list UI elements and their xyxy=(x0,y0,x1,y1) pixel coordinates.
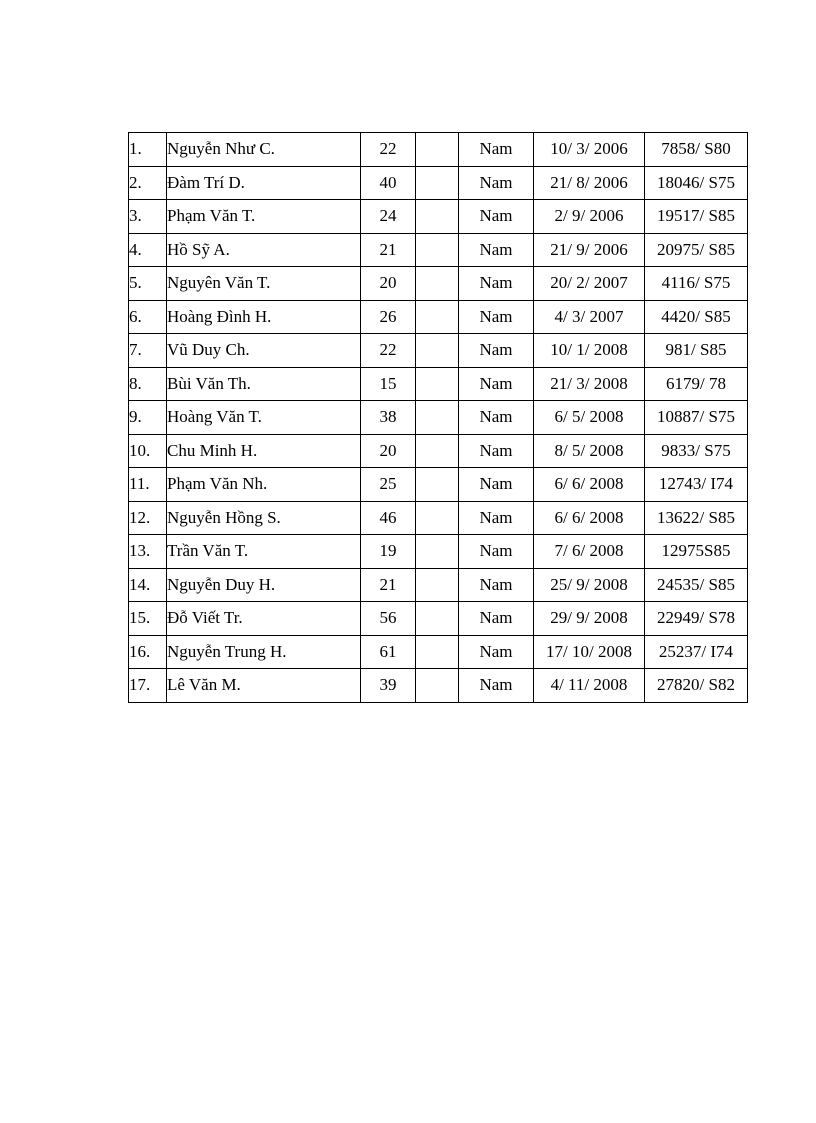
patient-name: Trần Văn T. xyxy=(167,535,361,569)
patient-sex: Nam xyxy=(459,401,534,435)
table-row xyxy=(129,535,748,569)
patient-sex: Nam xyxy=(459,267,534,301)
record-code-text: 10887/ S75 xyxy=(657,407,735,426)
patient-name: Nguyên Văn T. xyxy=(167,267,361,301)
blank-cell xyxy=(416,434,459,468)
blank-cell xyxy=(416,233,459,267)
table-row xyxy=(129,267,748,301)
patient-age: 21 xyxy=(361,568,416,602)
row-number: 3. xyxy=(129,200,167,234)
patient-sex: Nam xyxy=(459,535,534,569)
patient-sex: Nam xyxy=(459,334,534,368)
patient-name: Nguyễn Duy H. xyxy=(167,568,361,602)
blank-cell xyxy=(416,501,459,535)
patient-sex: Nam xyxy=(459,434,534,468)
patient-age: 24 xyxy=(361,200,416,234)
admission-date xyxy=(534,535,645,569)
admission-date xyxy=(534,501,645,535)
blank-cell xyxy=(416,200,459,234)
blank-cell xyxy=(416,367,459,401)
blank-cell xyxy=(416,267,459,301)
patient-age: 56 xyxy=(361,602,416,636)
patient-age: 20 xyxy=(361,434,416,468)
record-code-text: 981/ S85 xyxy=(665,340,727,359)
row-number: 11. xyxy=(129,468,167,502)
admission-date-text: 10/ 1/ 2008 xyxy=(550,340,628,359)
patient-sex: Nam xyxy=(459,635,534,669)
blank-cell xyxy=(416,166,459,200)
table-row xyxy=(129,568,748,602)
patient-name: Phạm Văn Nh. xyxy=(167,468,361,502)
record-code-text: 18046/ S75 xyxy=(657,172,735,192)
admission-date xyxy=(534,133,645,167)
patient-name: Phạm Văn T. xyxy=(167,200,361,234)
admission-date-text: 8/ 5/ 2008 xyxy=(554,440,624,460)
table-row xyxy=(129,434,748,468)
table-row xyxy=(129,669,748,703)
row-number: 15. xyxy=(129,602,167,636)
patient-age: 61 xyxy=(361,635,416,669)
patient-age: 25 xyxy=(361,468,416,502)
row-number: 7. xyxy=(129,334,167,368)
record-code xyxy=(645,635,748,669)
record-code xyxy=(645,669,748,703)
admission-date-text: 6/ 6/ 2008 xyxy=(554,507,624,527)
record-code xyxy=(645,233,748,267)
record-code xyxy=(645,401,748,435)
patient-sex: Nam xyxy=(459,233,534,267)
admission-date-text: 17/ 10/ 2008 xyxy=(546,641,632,661)
admission-date-text: 6/ 6/ 2008 xyxy=(554,474,624,493)
table-row xyxy=(129,602,748,636)
record-code-text: 20975/ S85 xyxy=(657,239,735,259)
patient-sex: Nam xyxy=(459,166,534,200)
record-code xyxy=(645,200,748,234)
patient-table xyxy=(128,132,748,703)
blank-cell xyxy=(416,468,459,502)
admission-date xyxy=(534,602,645,636)
record-code xyxy=(645,367,748,401)
record-code xyxy=(645,133,748,167)
admission-date-text: 25/ 9/ 2008 xyxy=(550,574,628,594)
patient-age: 19 xyxy=(361,535,416,569)
record-code-text: 19517/ S85 xyxy=(657,206,735,225)
patient-name: Nguyễn Như C. xyxy=(167,133,361,167)
patient-age: 20 xyxy=(361,267,416,301)
patient-name: Hoàng Văn T. xyxy=(167,401,361,435)
admission-date-text: 21/ 8/ 2006 xyxy=(550,172,628,192)
blank-cell xyxy=(416,133,459,167)
patient-sex: Nam xyxy=(459,501,534,535)
record-code xyxy=(645,267,748,301)
admission-date xyxy=(534,267,645,301)
admission-date-text: 21/ 3/ 2008 xyxy=(550,373,628,393)
patient-name: Hồ Sỹ A. xyxy=(167,233,361,267)
record-code-text: 4116/ S75 xyxy=(661,273,731,292)
admission-date xyxy=(534,669,645,703)
admission-date xyxy=(534,200,645,234)
table-row xyxy=(129,334,748,368)
patient-sex: Nam xyxy=(459,200,534,234)
blank-cell xyxy=(416,535,459,569)
patient-age: 46 xyxy=(361,501,416,535)
admission-date xyxy=(534,401,645,435)
record-code-text: 27820/ S82 xyxy=(657,675,735,694)
admission-date xyxy=(534,468,645,502)
patient-name: Chu Minh H. xyxy=(167,434,361,468)
admission-date xyxy=(534,233,645,267)
table-row xyxy=(129,166,748,200)
row-number: 10. xyxy=(129,434,167,468)
table-row xyxy=(129,635,748,669)
record-code xyxy=(645,334,748,368)
table-row xyxy=(129,468,748,502)
patient-name: Bùi Văn Th. xyxy=(167,367,361,401)
record-code-text: 12743/ I74 xyxy=(658,474,734,493)
patient-name: Lê Văn M. xyxy=(167,669,361,703)
record-code xyxy=(645,434,748,468)
patient-age: 39 xyxy=(361,669,416,703)
admission-date-text: 10/ 3/ 2006 xyxy=(550,139,628,158)
record-code xyxy=(645,535,748,569)
table-row xyxy=(129,200,748,234)
row-number: 9. xyxy=(129,401,167,435)
patient-name: Hoàng Đình H. xyxy=(167,300,361,334)
row-number: 13. xyxy=(129,535,167,569)
row-number: 14. xyxy=(129,568,167,602)
patient-age: 22 xyxy=(361,334,416,368)
patient-name: Nguyễn Hồng S. xyxy=(167,501,361,535)
admission-date-text: 4/ 11/ 2008 xyxy=(550,675,628,694)
record-code xyxy=(645,166,748,200)
record-code-text: 6179/ 78 xyxy=(666,373,726,393)
patient-sex: Nam xyxy=(459,468,534,502)
admission-date-text: 4/ 3/ 2007 xyxy=(554,306,624,326)
blank-cell xyxy=(416,300,459,334)
admission-date-text: 20/ 2/ 2007 xyxy=(550,273,628,292)
table-row xyxy=(129,133,748,167)
patient-age: 26 xyxy=(361,300,416,334)
admission-date xyxy=(534,635,645,669)
admission-date xyxy=(534,166,645,200)
patient-sex: Nam xyxy=(459,300,534,334)
table-row xyxy=(129,401,748,435)
patient-sex: Nam xyxy=(459,602,534,636)
record-code-text: 7858/ S80 xyxy=(661,139,731,158)
record-code xyxy=(645,501,748,535)
row-number: 6. xyxy=(129,300,167,334)
row-number: 1. xyxy=(129,133,167,167)
row-number: 8. xyxy=(129,367,167,401)
patient-sex: Nam xyxy=(459,133,534,167)
blank-cell xyxy=(416,568,459,602)
record-code-text: 4420/ S85 xyxy=(661,306,731,326)
record-code xyxy=(645,568,748,602)
record-code-text: 25237/ I74 xyxy=(658,641,734,661)
blank-cell xyxy=(416,602,459,636)
admission-date xyxy=(534,300,645,334)
table-row xyxy=(129,233,748,267)
table-row xyxy=(129,367,748,401)
table-row xyxy=(129,501,748,535)
admission-date xyxy=(534,568,645,602)
row-number: 16. xyxy=(129,635,167,669)
admission-date xyxy=(534,434,645,468)
patient-age: 38 xyxy=(361,401,416,435)
patient-name: Đỗ Viết Tr. xyxy=(167,602,361,636)
patient-name: Đàm Trí D. xyxy=(167,166,361,200)
table-body xyxy=(129,133,748,703)
blank-cell xyxy=(416,401,459,435)
patient-sex: Nam xyxy=(459,568,534,602)
admission-date-text: 21/ 9/ 2006 xyxy=(550,239,628,259)
record-code-text: 24535/ S85 xyxy=(657,574,735,594)
admission-date-text: 6/ 5/ 2008 xyxy=(554,407,624,426)
row-number: 4. xyxy=(129,233,167,267)
patient-sex: Nam xyxy=(459,669,534,703)
blank-cell xyxy=(416,669,459,703)
patient-sex: Nam xyxy=(459,367,534,401)
patient-age: 21 xyxy=(361,233,416,267)
record-code-text: 9833/ S75 xyxy=(661,440,731,460)
admission-date-text: 7/ 6/ 2008 xyxy=(554,541,624,560)
admission-date xyxy=(534,367,645,401)
admission-date-text: 29/ 9/ 2008 xyxy=(550,608,628,627)
record-code-text: 13622/ S85 xyxy=(657,507,735,527)
row-number: 2. xyxy=(129,166,167,200)
table-row xyxy=(129,300,748,334)
record-code xyxy=(645,300,748,334)
patient-name: Nguyễn Trung H. xyxy=(167,635,361,669)
row-number: 5. xyxy=(129,267,167,301)
blank-cell xyxy=(416,334,459,368)
patient-age: 22 xyxy=(361,133,416,167)
admission-date xyxy=(534,334,645,368)
patient-name: Vũ Duy Ch. xyxy=(167,334,361,368)
record-code-text: 12975S85 xyxy=(661,541,731,560)
record-code xyxy=(645,602,748,636)
patient-age: 40 xyxy=(361,166,416,200)
patient-age: 15 xyxy=(361,367,416,401)
admission-date-text: 2/ 9/ 2006 xyxy=(554,206,624,225)
blank-cell xyxy=(416,635,459,669)
record-code xyxy=(645,468,748,502)
record-code-text: 22949/ S78 xyxy=(657,608,735,627)
row-number: 17. xyxy=(129,669,167,703)
row-number: 12. xyxy=(129,501,167,535)
